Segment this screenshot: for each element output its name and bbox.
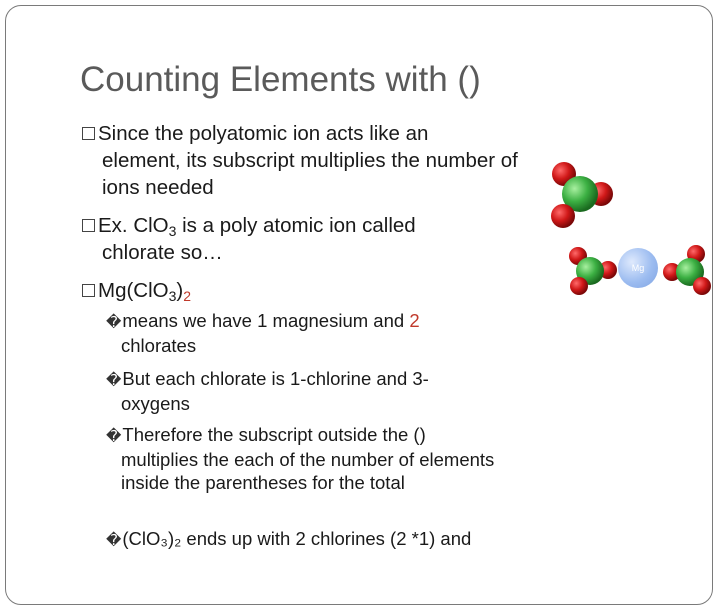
checkbox-bullet-icon: [82, 284, 95, 297]
checkbox-bullet-icon: [82, 219, 95, 232]
subbullet-2: �But each chlorate is 1-chlorine and 3- oxygens: [106, 368, 429, 414]
slide-title: Counting Elements with (): [80, 60, 481, 99]
checkbox-bullet-icon: [82, 127, 95, 140]
chlorate-molecule-right: [662, 242, 716, 296]
subbullet-icon: �: [106, 372, 122, 389]
oxygen-atom: [551, 204, 575, 228]
oxygen-atom: [693, 277, 711, 295]
subbullet-icon: �: [106, 428, 122, 445]
bullet-3: $Mg(ClO_3)_2$: [82, 277, 522, 304]
bullet-1: Since the polyatomic ion acts like an element, its subscript multiplies the number of ions needed: [82, 120, 522, 201]
subbullet-4: �(ClO₃)₂ ends up with 2 chlorines (2 *1) and: [106, 528, 472, 549]
subbullet-icon: �: [106, 314, 122, 331]
mg-label: Mg: [631, 263, 645, 273]
subbullet-1: �means we have 1 magnesium and 2 chlorates: [106, 310, 420, 356]
oxygen-atom: [570, 277, 588, 295]
bullet-2: Ex. ClO$_3$ is a poly atomic ion called chlorate so…: [82, 212, 522, 266]
magnesium-ion: [618, 248, 658, 288]
chlorate-molecule-top: [546, 160, 616, 232]
subbullet-3: �Therefore the subscript outside the () multiplies the each of the number of elements inside the parentheses for the total: [106, 424, 495, 493]
chlorate-molecule-left: [564, 244, 618, 296]
subbullet-icon: �: [106, 532, 122, 549]
